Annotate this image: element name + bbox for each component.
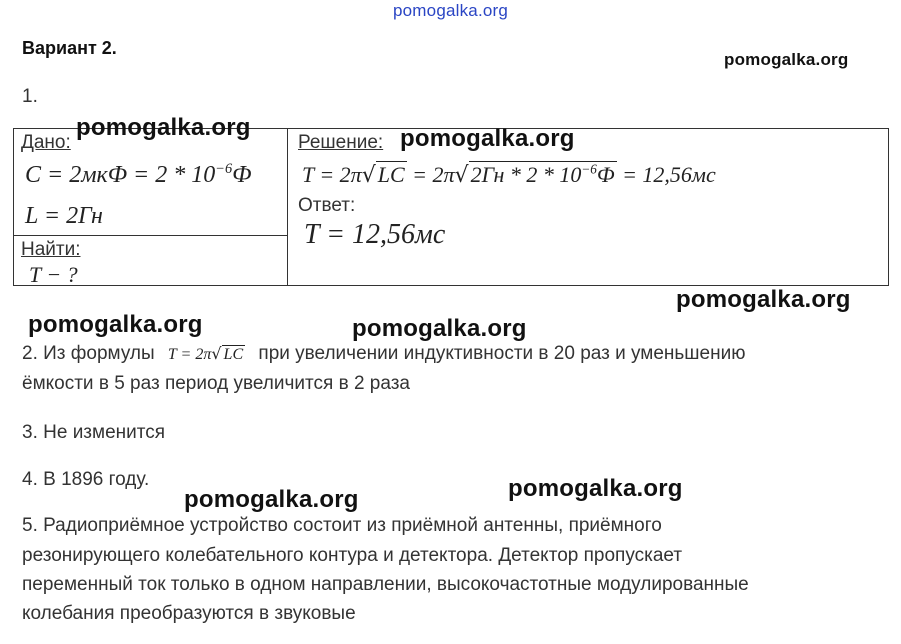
watermark-right-mid: pomogalka.org bbox=[676, 286, 851, 313]
watermark-bottom-right: pomogalka.org bbox=[508, 475, 683, 502]
watermark-reshenie: pomogalka.org bbox=[400, 125, 575, 152]
given-c-exponent: −6 bbox=[215, 161, 233, 177]
answer-value: T = 12,56мс bbox=[304, 219, 446, 250]
given-c-unit: Ф bbox=[232, 162, 252, 188]
question-2-line-2: ёмкости в 5 раз период увеличится в 2 раза bbox=[22, 373, 410, 394]
given-c-value: = 2мкФ = 2 * 10 bbox=[41, 162, 216, 188]
solution-formula-mid: = 2π bbox=[406, 162, 455, 187]
solution-formula-right: = 12,56мс bbox=[616, 162, 716, 187]
given-capacitance bbox=[25, 162, 251, 189]
watermark-right-small: pomogalka.org bbox=[724, 50, 849, 69]
answer-label: Ответ: bbox=[298, 195, 356, 216]
question-2-formula-sqrt: LC bbox=[223, 346, 244, 363]
question-5-line-1: 5. Радиоприёмное устройство состоит из приёмной антенны, приёмного bbox=[22, 515, 662, 536]
question-2-suffix: при увеличении индуктивности в 20 раз и уменьшению bbox=[258, 343, 746, 364]
page-title: Вариант 2. bbox=[22, 38, 117, 58]
sqrt-values: $√2Гн * 2 * 10^{-6}Ф$ bbox=[454, 161, 615, 188]
given-inductance: L = 2Гн bbox=[25, 203, 103, 229]
question-5-line-3: переменный ток только в одном направлении, высокочастотные модулированные bbox=[22, 574, 749, 595]
table-divider-vertical bbox=[287, 128, 288, 286]
find-label: Найти: bbox=[21, 239, 81, 260]
solution-formula-left: T = 2π bbox=[302, 162, 362, 187]
question-5-line-4: колебания преобразуются в звуковые bbox=[22, 603, 356, 624]
watermark-top: pomogalka.org bbox=[393, 1, 509, 20]
watermark-bottom-left: pomogalka.org bbox=[184, 486, 359, 513]
sqrt-lc: √LC bbox=[361, 162, 405, 188]
question-4: 4. В 1896 году. bbox=[22, 469, 150, 490]
sqrt-values-a: 2Гн * 2 * 10 bbox=[470, 162, 582, 187]
watermark-center-mid: pomogalka.org bbox=[352, 315, 527, 342]
question-2-prefix: 2. Из формулы bbox=[22, 343, 155, 364]
watermark-left-mid: pomogalka.org bbox=[28, 311, 203, 338]
given-c-symbol: C bbox=[25, 162, 42, 188]
question-2-formula: T = 2π√ LC bbox=[167, 344, 244, 363]
question-2-formula-left: T = 2π bbox=[167, 346, 212, 363]
given-label: Дано: bbox=[21, 132, 71, 153]
table-divider-horizontal bbox=[13, 235, 288, 236]
find-value: T − ? bbox=[29, 262, 78, 287]
question-2-line-1 bbox=[22, 343, 745, 365]
sqrt-lc-radicand: LC bbox=[377, 162, 405, 187]
solution-label: Решение: bbox=[298, 132, 384, 153]
watermark-dano: pomogalka.org bbox=[76, 114, 251, 141]
solution-formula bbox=[302, 162, 716, 188]
question-3: 3. Не изменится bbox=[22, 422, 166, 443]
sqrt-values-b: Ф bbox=[596, 162, 615, 187]
question-5-line-2: резонирующего колебательного контура и детектора. Детектор пропускает bbox=[22, 545, 683, 566]
sqrt-values-exponent: −6 bbox=[581, 161, 597, 177]
question-1-number: 1. bbox=[22, 86, 38, 107]
